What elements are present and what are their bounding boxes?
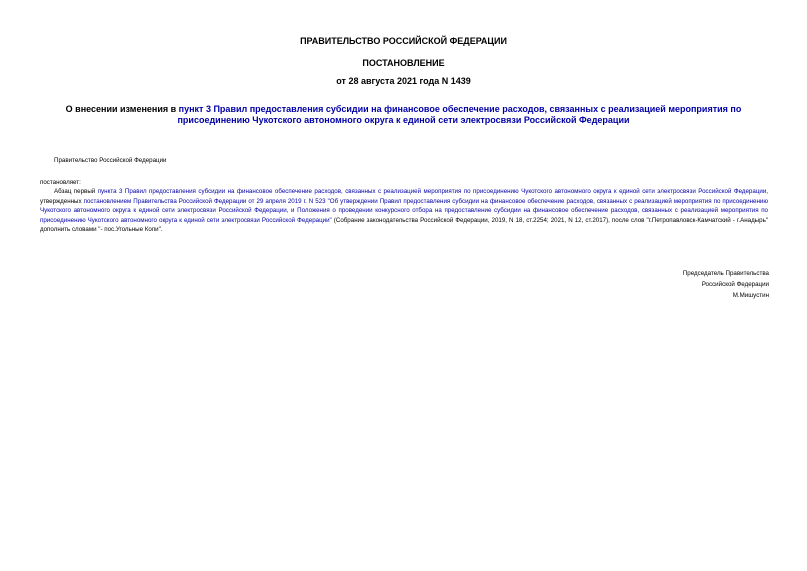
signature-name: М.Мишустин: [732, 292, 769, 299]
issuer-line: Правительство Российской Федерации: [54, 157, 167, 164]
document-subject: [40, 104, 767, 126]
rules-clause-link[interactable]: пункта 3 Правил предоставления субсидии на финансовое обеспечение расходов, связанных с реализацией мероприятия по присоединению Чукотского автономного округа к единой сети электросвязи Российской Федерации: [97, 188, 767, 195]
body-text-3: (Собрание законодательства Российской Федерации, 2019, N 18, ст.2254; 2021, N 12, ст.2017), после слов "г.Петропавловск-Камчатский - г.Анадырь" дополнить словами "- пос.Угольные Копи".: [40, 216, 768, 233]
subject-link[interactable]: пункт 3 Правил предоставления субсидии на финансовое обеспечение расходов, связанных с реализацией мероприятия по присоединению Чукотского автономного округа к единой сети электросвязи Российской Федерации: [177, 104, 742, 125]
signature-organization: Российской Федерации: [701, 281, 769, 288]
signature-position: Председатель Правительства: [682, 270, 769, 277]
government-title: ПРАВИТЕЛЬСТВО РОССИЙСКОЙ ФЕДЕРАЦИИ: [300, 36, 507, 46]
document-type: ПОСТАНОВЛЕНИЕ: [362, 58, 445, 68]
resolution-link[interactable]: постановлением Правительства Российской Федерации от 29 апреля 2019 г. N 523 "Об утверждении Правил предоставления субсидии на финансовое обеспечение расходов, связанных с реализацией мероприятия по присоединению Чукотского автономного округа к единой сети электросвязи Российской Федерации, и Положения о проведении конкурсного отбора на предоставление субсидии на финансовое обеспечение расходов, связанных с реализацией мероприятия по присоединению Чукотского автономного округа к единой сети электросвязи Российской Федерации": [40, 197, 768, 224]
resolves-line: постановляет:: [40, 179, 81, 186]
document-date-number: от 28 августа 2021 года N 1439: [336, 76, 471, 86]
body-text-1: Абзац первый: [54, 188, 98, 195]
body-text-2: , утвержденных: [40, 188, 769, 205]
body-paragraph: [40, 187, 768, 235]
subject-prefix: О внесении изменения в: [65, 104, 179, 114]
